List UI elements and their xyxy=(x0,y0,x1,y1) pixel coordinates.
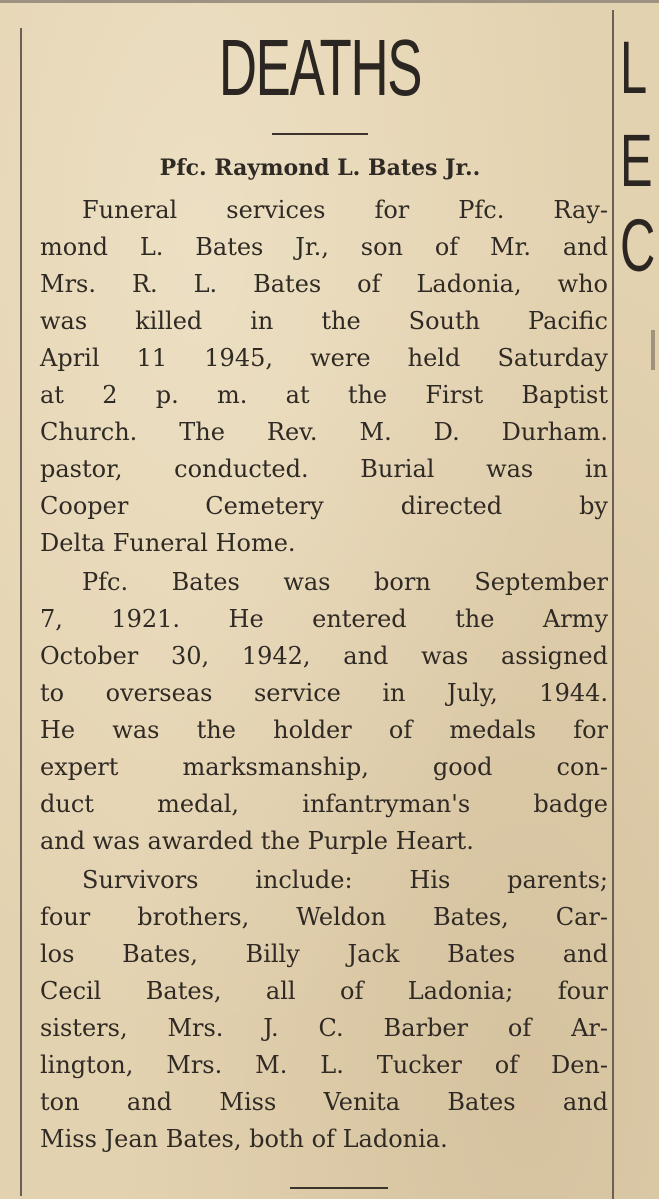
story-line: was killed in the South Pacific xyxy=(40,307,608,335)
story-line: Miss Jean Bates, both of Ladonia. xyxy=(40,1125,448,1153)
story-line: pastor, conducted. Burial was in xyxy=(40,455,608,483)
story-line: April 11 1945, were held Saturday xyxy=(40,344,608,372)
obituary-byline: Pfc. Raymond L. Bates Jr.. xyxy=(159,155,481,181)
story-line: October 30, 1942, and was assigned xyxy=(40,642,608,670)
top-border-rule xyxy=(0,0,659,3)
story-line: mond L. Bates Jr., son of Mr. and xyxy=(40,233,608,261)
story-line: duct medal, infantryman's badge xyxy=(40,790,608,818)
story-line: to overseas service in July, 1944. xyxy=(40,679,608,707)
story-line: and was awarded the Purple Heart. xyxy=(40,827,474,855)
story-line: Church. The Rev. M. D. Durham. xyxy=(40,418,608,446)
story-line: Mrs. R. L. Bates of Ladonia, who xyxy=(40,270,608,298)
story-line: expert marksmanship, good con- xyxy=(40,753,608,781)
section-headline: DEATHS xyxy=(218,23,422,112)
story-line: Pfc. Bates was born September xyxy=(82,568,608,596)
story-line: sisters, Mrs. J. C. Barber of Ar- xyxy=(40,1014,608,1042)
story-line: Cecil Bates, all of Ladonia; four xyxy=(40,977,608,1005)
story-line: ton and Miss Venita Bates and xyxy=(40,1088,608,1116)
adjacent-column-fragment xyxy=(620,18,659,318)
story-line: He was the holder of medals for xyxy=(40,716,608,744)
adjacent-headline-letter: L xyxy=(620,26,648,109)
end-of-story-rule xyxy=(290,1187,388,1189)
left-column-rule xyxy=(20,28,22,1196)
story-line: Cooper Cemetery directed by xyxy=(40,492,608,520)
story-line: Delta Funeral Home. xyxy=(40,529,296,557)
adjacent-headline-letter: C xyxy=(620,204,656,287)
story-line: four brothers, Weldon Bates, Car- xyxy=(40,903,608,931)
story-line: Survivors include: His parents; xyxy=(82,866,608,894)
right-column-rule xyxy=(612,10,614,1199)
story-line: los Bates, Billy Jack Bates and xyxy=(40,940,608,968)
adjacent-headline-letter: E xyxy=(620,119,653,202)
story-line: Funeral services for Pfc. Ray- xyxy=(82,196,608,224)
story-line: 7, 1921. He entered the Army xyxy=(40,605,608,633)
story-line: lington, Mrs. M. L. Tucker of Den- xyxy=(40,1051,608,1079)
headline-rule xyxy=(272,133,368,135)
story-line: at 2 p. m. at the First Baptist xyxy=(40,381,608,409)
adjacent-column-mark xyxy=(651,330,655,370)
